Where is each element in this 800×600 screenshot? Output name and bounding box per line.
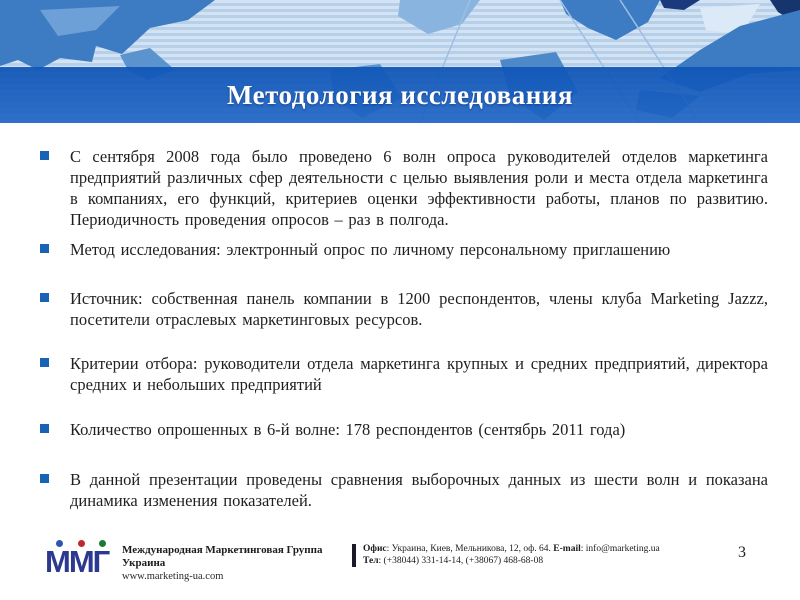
email-value: : info@marketing.ua <box>580 544 660 554</box>
bullet-item-method <box>40 239 768 260</box>
bullet-item-source <box>40 288 768 330</box>
company-logo <box>45 536 115 584</box>
bullet-square-icon <box>40 424 49 433</box>
bullet-square-icon <box>40 244 49 253</box>
phone-value: : (+38044) 331-14-14, (+38067) 468-68-08 <box>378 556 544 566</box>
phone-label: Тел <box>363 556 379 566</box>
slide-title: Методология исследования <box>227 79 573 110</box>
company-website: www.marketing-ua.com <box>122 571 224 582</box>
office-label: Офис <box>363 544 387 554</box>
bullet-text: В данной презентации проведены сравнения выборочных данных из шести волн и показана динамика изменения показателей. <box>70 470 768 510</box>
bullet-item-sample-size <box>40 419 768 440</box>
logo-letters: ММГ <box>45 544 109 579</box>
footer <box>0 530 800 600</box>
bullet-text: Количество опрошенных в 6-й волне: 178 респондентов (сентябрь 2011 года) <box>70 420 626 439</box>
bullet-text: Источник: собственная панель компании в 1200 респондентов, члены клуба Marketing Jazzz, посетители отраслевых маркетинговых ресурсов. <box>70 289 768 329</box>
company-name: Международная Маркетинговая Группа Украина <box>122 544 323 569</box>
bullet-item-methodology <box>40 146 768 230</box>
page-number: 3 <box>738 544 746 561</box>
office-value: : Украина, Киев, Мельникова, 12, оф. 64. <box>386 544 554 554</box>
bullet-square-icon <box>40 358 49 367</box>
title-band <box>0 67 800 123</box>
bullet-item-presentation-note <box>40 469 768 511</box>
phone-line <box>363 555 673 567</box>
bullet-square-icon <box>40 293 49 302</box>
bullet-square-icon <box>40 151 49 160</box>
bullet-text: С сентября 2008 года было проведено 6 волн опроса руководителей отделов маркетинга предприятий различных сфер деятельности с целью выявления роли и места отдела маркетинга в компаниях, его функций, критериев оценки эффективности работы, планов по развитию. Периодичность проведения опросов – раз в полгода. <box>70 147 768 229</box>
email-label: E-mail <box>553 544 581 554</box>
office-line <box>363 543 673 555</box>
contact-block <box>363 543 673 567</box>
company-block <box>122 544 347 583</box>
footer-divider <box>352 544 356 567</box>
header-map <box>0 0 800 123</box>
bullet-text: Критерии отбора: руководители отдела маркетинга крупных и средних предприятий, директора средних и небольших предприятий <box>70 354 768 394</box>
bullet-text: Метод исследования: электронный опрос по личному персональному приглашению <box>70 240 671 259</box>
bullet-item-criteria <box>40 353 768 395</box>
bullet-square-icon <box>40 474 49 483</box>
